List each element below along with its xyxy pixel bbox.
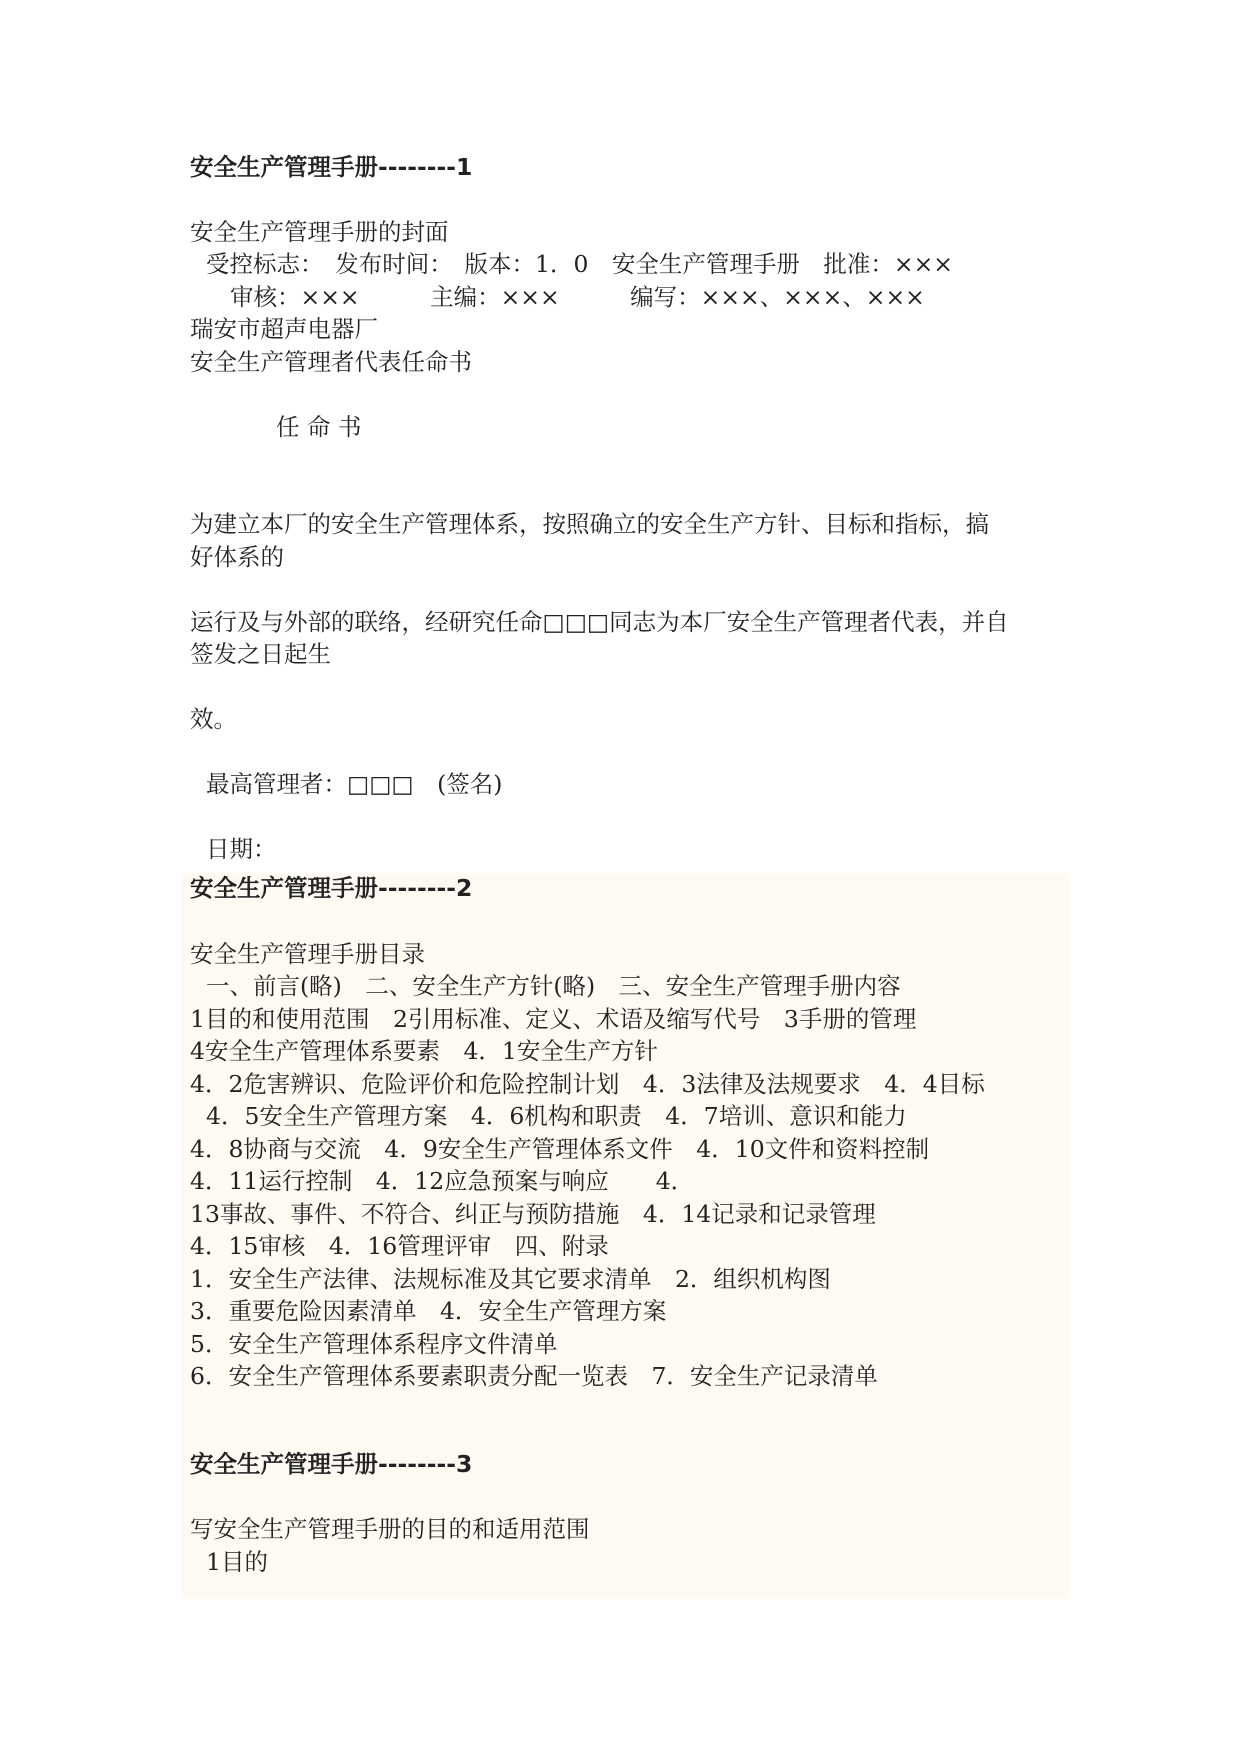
cover-meta-line-1: 受控标志： 发布时间： 版本：1．0 安全生产管理手册 批准：××× (206, 250, 953, 278)
appointment-body-line-2: 好体系的 (190, 543, 284, 571)
signature-line: 最高管理者：□□□ (签名) (206, 770, 503, 798)
toc-line: 1目的和使用范围 2引用标准、定义、术语及缩写代号 3手册的管理 (190, 1005, 917, 1033)
toc-line: 4．15审核 4．16管理评审 四、附录 (190, 1232, 609, 1260)
toc-line: 4．5安全生产管理方案 4．6机构和职责 4．7培训、意识和能力 (206, 1102, 907, 1130)
toc-title: 安全生产管理手册目录 (190, 940, 425, 968)
toc-line: 1．安全生产法律、法规标准及其它要求清单 2．组织机构图 (190, 1265, 831, 1293)
toc-line: 4．8协商与交流 4．9安全生产管理体系文件 4．10文件和资料控制 (190, 1135, 930, 1163)
cover-meta-line-2: 审核：××× 主编：××× 编写：×××、×××、××× (230, 283, 925, 311)
toc-line: 4安全生产管理体系要素 4．1安全生产方针 (190, 1037, 658, 1065)
section-3-item-1: 1目的 (206, 1548, 268, 1576)
toc-line: 3．重要危险因素清单 4．安全生产管理方案 (190, 1297, 667, 1325)
section-2-heading: 安全生产管理手册--------2 (190, 874, 473, 902)
appointment-heading: 任 命 书 (276, 413, 362, 441)
toc-line: 4．2危害辨识、危险评价和危险控制计划 4．3法律及法规要求 4．4目标 (190, 1070, 985, 1098)
appointment-body-line-3: 运行及与外部的联络，经研究任命□□□同志为本厂安全生产管理者代表，并自 (190, 608, 1009, 636)
section-1-heading: 安全生产管理手册--------1 (190, 153, 473, 181)
toc-line: 13事故、事件、不符合、纠正与预防措施 4．14记录和记录管理 (190, 1200, 876, 1228)
appointment-title: 安全生产管理者代表任命书 (190, 348, 472, 376)
section-3-heading: 安全生产管理手册--------3 (190, 1450, 473, 1478)
company-name: 瑞安市超声电器厂 (190, 315, 378, 343)
appointment-body-line-5: 效。 (190, 705, 237, 733)
date-line: 日期： (206, 835, 277, 863)
appointment-body-line-1: 为建立本厂的安全生产管理体系，按照确立的安全生产方针、目标和指标，搞 (190, 510, 989, 538)
toc-line: 一、前言(略) 二、安全生产方针(略) 三、安全生产管理手册内容 (206, 972, 901, 1000)
toc-line: 6．安全生产管理体系要素职责分配一览表 7．安全生产记录清单 (190, 1362, 878, 1390)
appointment-body-line-4: 签发之日起生 (190, 640, 331, 668)
toc-line: 4．11运行控制 4．12应急预案与响应 4． (190, 1167, 695, 1195)
section-3-title: 写安全生产管理手册的目的和适用范围 (190, 1515, 590, 1543)
cover-title: 安全生产管理手册的封面 (190, 218, 449, 246)
toc-line: 5．安全生产管理体系程序文件清单 (190, 1330, 558, 1358)
